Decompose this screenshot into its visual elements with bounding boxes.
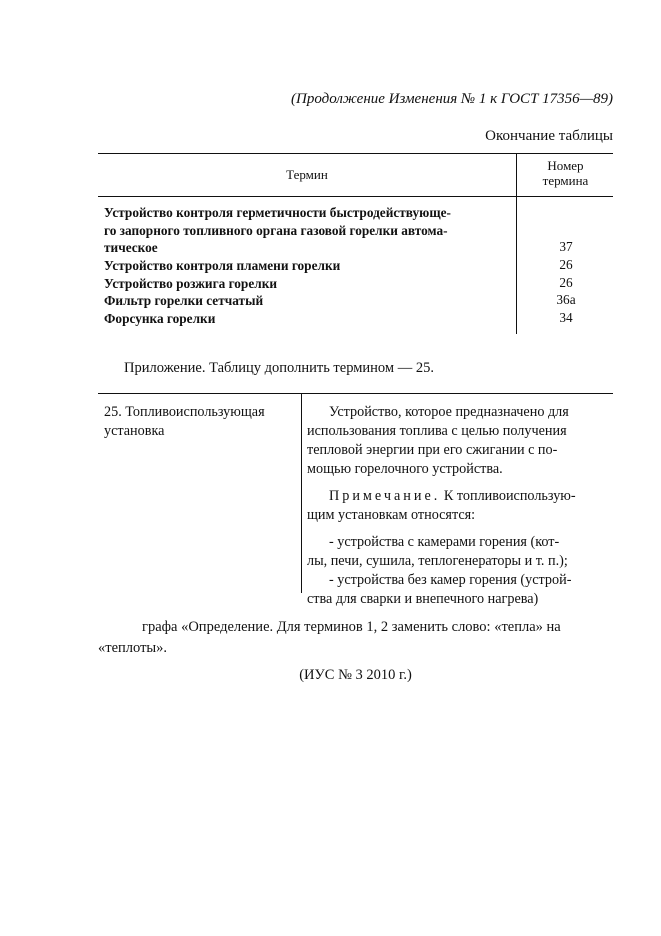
table-row-term <box>104 275 512 293</box>
list-item-line: ства для сварки и внепечного нагрева) <box>307 591 539 607</box>
note-line: щим установкам относятся: <box>307 507 476 523</box>
list-item-line: лы, печи, сушила, теплогенераторы и т. п.); <box>307 553 568 569</box>
definition-line: мощью горелочного устройства. <box>307 461 503 477</box>
table-end-caption: Окончание таблицы <box>485 128 613 144</box>
term-line: Фильтр горелки сетчатый <box>104 293 264 308</box>
table-row-number: 37 <box>559 239 573 254</box>
table-row-term <box>104 310 512 328</box>
definition-text <box>307 403 613 609</box>
definition-term-line2: установка <box>104 423 165 439</box>
note-label: Примечание. <box>329 488 441 504</box>
source-reference: (ИУС № 3 2010 г.) <box>299 667 412 683</box>
list-item-line: - устройства с камерами горения (кот- <box>329 534 560 550</box>
table-column-divider <box>516 153 517 334</box>
table-row-term <box>104 204 512 257</box>
note-text: К топливоиспользую- <box>443 488 576 504</box>
column-header-term: Термин <box>286 167 328 182</box>
note-line <box>307 487 613 506</box>
column-header-number-line2: термина <box>542 173 589 188</box>
term-line: Устройство розжига горелки <box>104 276 278 291</box>
table-row-term <box>104 292 512 310</box>
continuation-header: (Продолжение Изменения № 1 к ГОСТ 17356—89) <box>291 91 613 107</box>
term-line: го запорного топливного органа газовой горелки автома- <box>104 222 448 238</box>
term-line: тическое <box>104 240 158 255</box>
table-row-number: 26 <box>559 275 573 290</box>
graph-change-line1: графа «Определение. Для терминов 1, 2 заменить слово: «тепла» на <box>142 619 561 635</box>
term-line: Устройство контроля пламени горелки <box>104 258 341 273</box>
column-header-number-line1: Номер <box>547 158 584 173</box>
table-row-number: 26 <box>559 257 573 272</box>
term-line: Устройство контроля герметичности быстродействующе- <box>104 205 451 220</box>
definition-column-divider <box>301 393 302 593</box>
table-row-term <box>104 257 512 275</box>
definition-line: тепловой энергии при его сжигании с по- <box>307 442 558 458</box>
term-line: Форсунка горелки <box>104 311 216 326</box>
table-top-rule <box>98 153 613 154</box>
definition-term-line1: 25. Топливоиспользующая <box>104 404 265 420</box>
appendix-note: Приложение. Таблицу дополнить термином — 25. <box>124 360 434 376</box>
graph-change-line2: «теплоты». <box>98 640 168 656</box>
definition-top-rule <box>98 393 613 394</box>
table-row-number: 36а <box>556 292 576 307</box>
definition-term <box>104 403 299 441</box>
list-item-line: - устройства без камер горения (устрой- <box>329 572 572 588</box>
definition-line: Устройство, которое предназначено для <box>329 404 569 420</box>
graph-change-note <box>98 617 613 659</box>
definition-line: использования топлива с целью получения <box>307 423 567 439</box>
table-header-rule <box>98 196 613 197</box>
table-row-number: 34 <box>559 310 573 325</box>
